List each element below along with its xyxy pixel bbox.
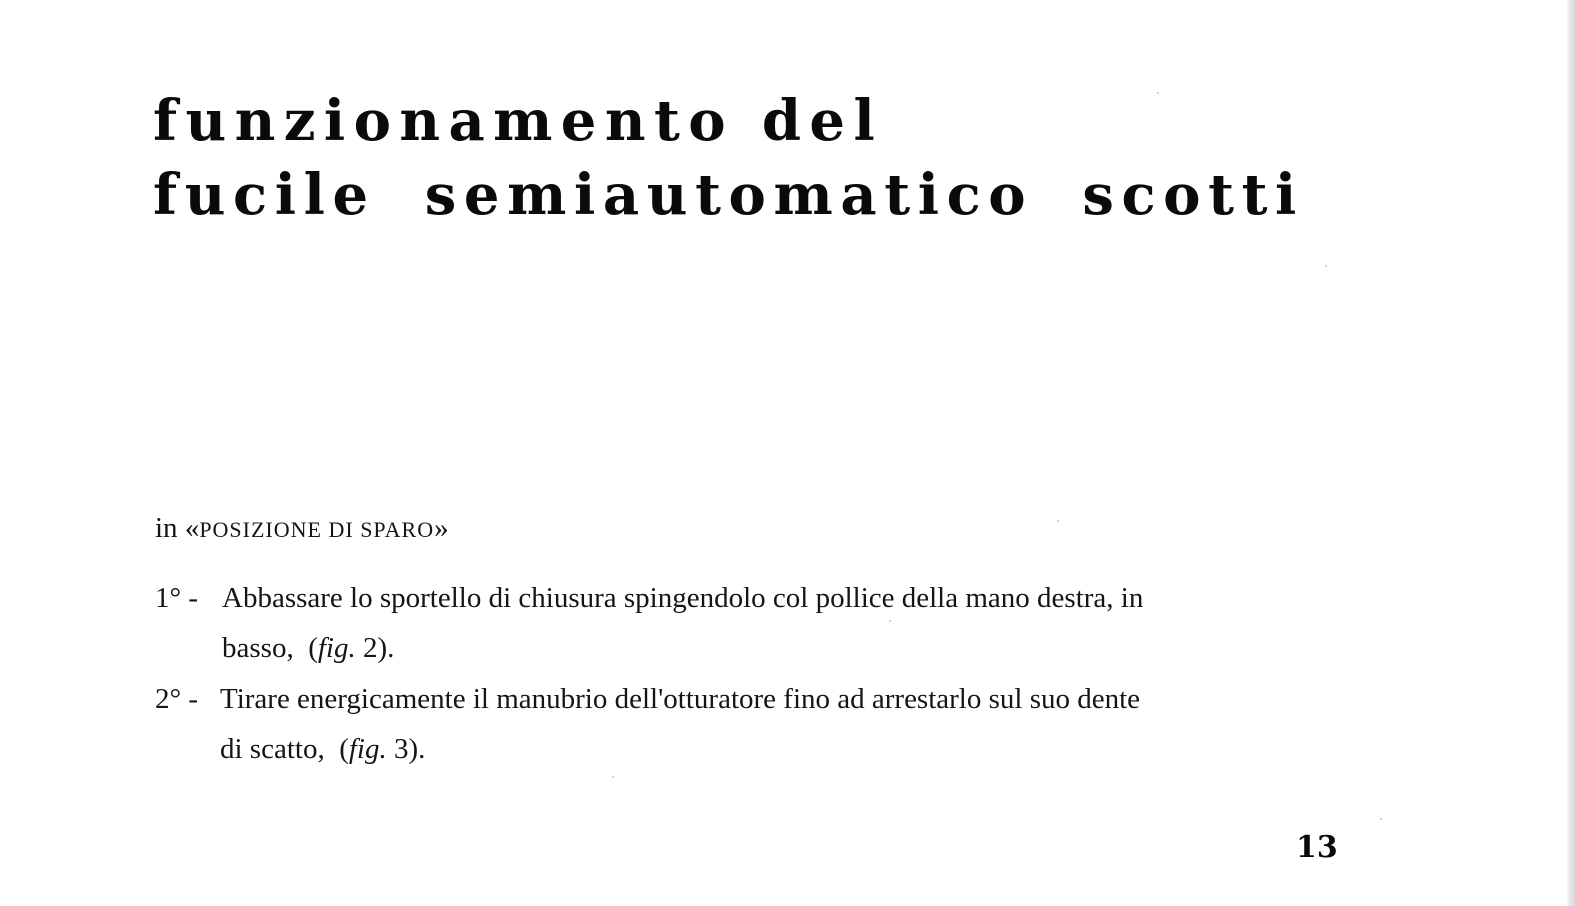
scan-speck (1325, 265, 1327, 267)
figure-ref-open: ( (308, 632, 318, 664)
step-continuation-text: di scatto, (220, 733, 325, 765)
figure-ref-label: fig. (348, 733, 387, 765)
step-text (155, 573, 1340, 673)
page-number: 13 (1296, 830, 1338, 865)
step-number: 2° - (155, 683, 199, 715)
scan-speck (889, 620, 891, 622)
step-text-main: Abbassare lo sportello di chiusura spingendolo col pollice della mano destra, in (222, 582, 1144, 614)
section-intro (155, 510, 449, 548)
figure-ref-number: 2). (363, 632, 395, 664)
intro-label: POSIZIONE DI SPARO (199, 517, 435, 542)
title-line-1: funzionamento del (153, 88, 884, 154)
step-continuation (222, 632, 394, 664)
scan-speck (612, 776, 614, 778)
step-text (155, 674, 1340, 774)
intro-open-quote: « (184, 512, 200, 544)
step-item (155, 674, 1340, 774)
step-item (155, 573, 1340, 673)
title-word-semiautomatico: semiautomatico (424, 162, 1034, 228)
title-line-2 (153, 158, 1304, 232)
intro-prefix: in (155, 512, 178, 544)
step-continuation (220, 733, 425, 765)
scan-speck (1057, 520, 1059, 522)
step-text-main: Tirare energicamente il manubrio dell'otturatore fino ad arrestarlo sul suo dente (220, 683, 1141, 715)
step-continuation-text: basso, (222, 632, 294, 664)
page-title (153, 84, 1304, 232)
scan-speck (1380, 818, 1382, 820)
intro-close-quote: » (434, 512, 449, 544)
figure-ref-open: ( (339, 733, 349, 765)
title-word-scotti: scotti (1082, 162, 1304, 228)
scan-speck (1157, 92, 1159, 94)
figure-ref-number: 3). (394, 733, 426, 765)
title-word-fucile: fucile (153, 162, 376, 228)
figure-ref-label: fig. (317, 632, 356, 664)
step-number: 1° - (155, 582, 199, 614)
page-edge-shadow (1567, 0, 1575, 906)
